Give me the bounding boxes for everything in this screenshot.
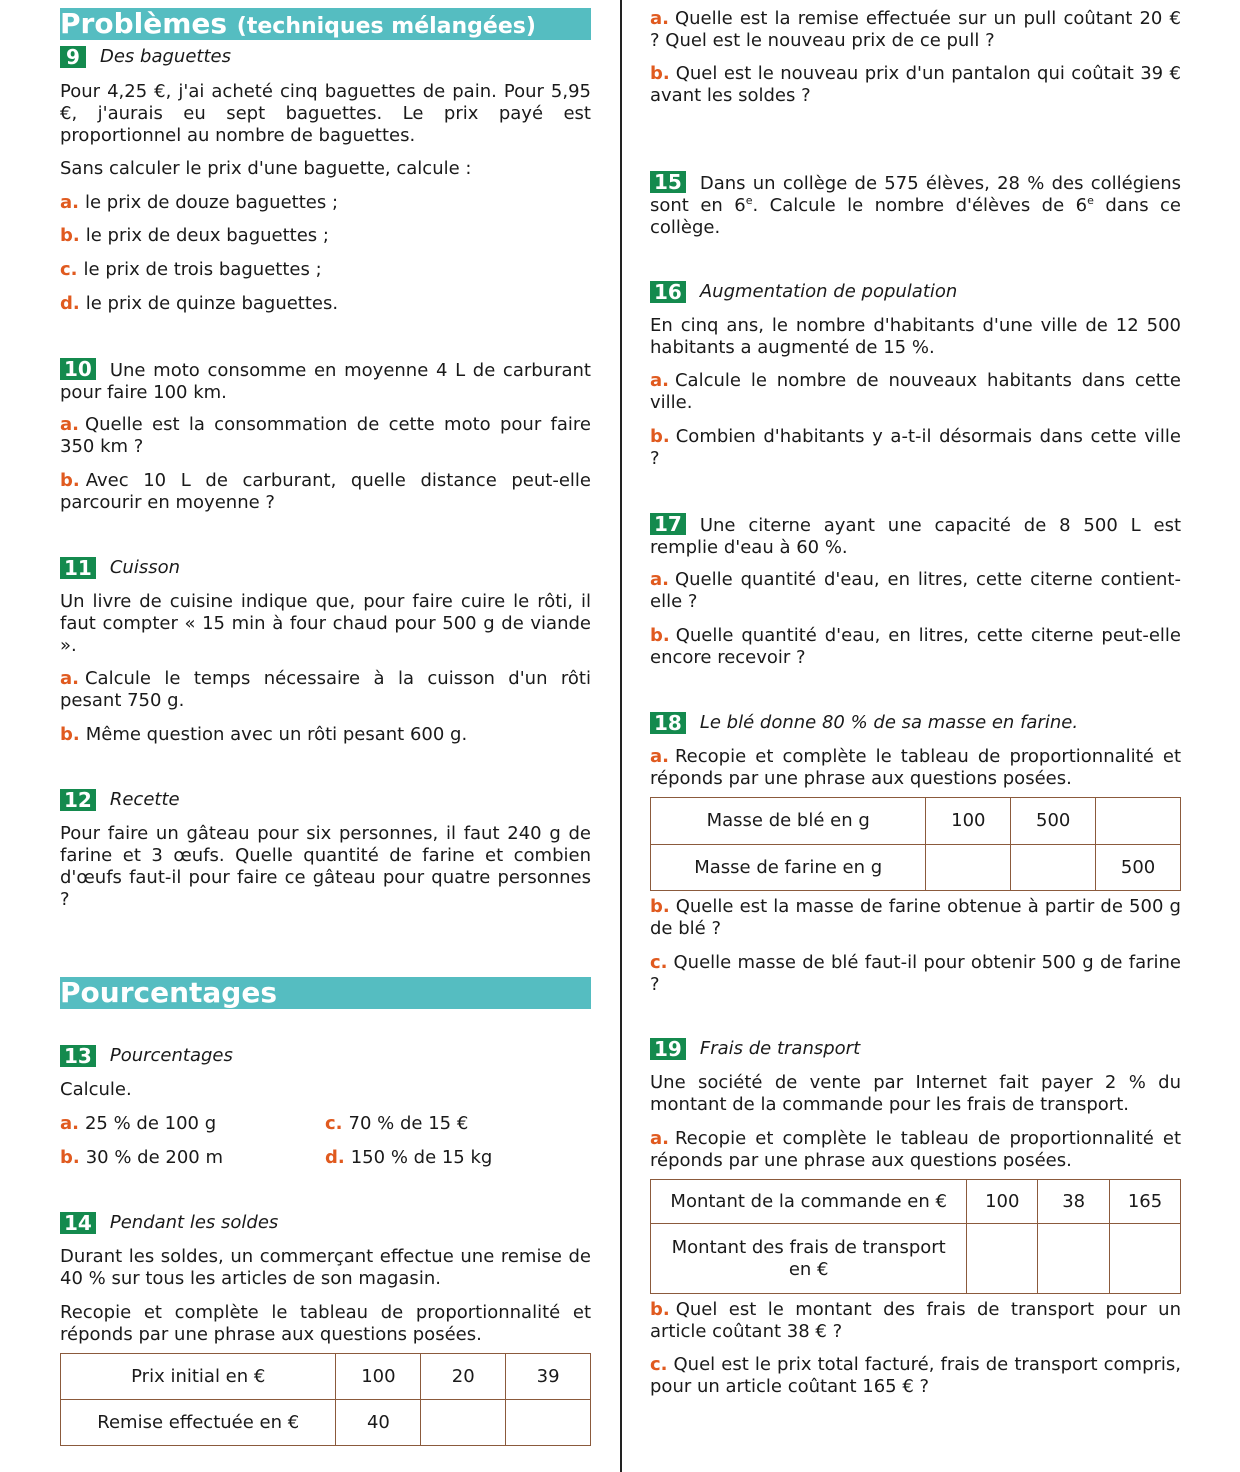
question-text: Quelle est la masse de farine obtenue à partir de 500 g de blé ? xyxy=(650,896,1181,939)
question-label: b. xyxy=(60,225,80,246)
exercise-14-header xyxy=(60,1212,591,1234)
table-cell xyxy=(967,1224,1038,1294)
question-text: Quel est le nouveau prix d'un pantalon qui coûtait 39 € avant les soldes ? xyxy=(650,63,1181,106)
question-text: Calcule le nombre de nouveaux habitants dans cette ville. xyxy=(650,370,1181,413)
proportion-table xyxy=(60,1353,591,1446)
question-label: a. xyxy=(60,414,79,435)
exercise-number: 10 xyxy=(60,358,96,380)
question-item xyxy=(650,1299,1181,1343)
question-item xyxy=(650,625,1181,669)
question-label: a. xyxy=(650,370,669,391)
question-item xyxy=(650,1354,1181,1398)
superscript: e xyxy=(745,194,753,207)
question-text: Recopie et complète le tableau de proportionnalité et réponds par une phrase aux questions posées. xyxy=(650,746,1181,789)
table-cell: 100 xyxy=(926,798,1011,845)
exercise-title: Pendant les soldes xyxy=(109,1212,279,1233)
question-text: Avec 10 L de carburant, quelle distance peut-elle parcourir en moyenne ? xyxy=(60,470,591,513)
table-cell: Montant des frais de transport en € xyxy=(651,1224,967,1294)
exercise-19-header xyxy=(650,1038,1181,1060)
question-item xyxy=(650,569,1181,613)
question-label: a. xyxy=(60,1113,79,1134)
exercise-title: Des baguettes xyxy=(100,46,231,67)
question-text: le prix de quinze baguettes. xyxy=(85,293,339,314)
question-item xyxy=(650,8,1181,52)
table-cell xyxy=(1011,845,1096,891)
exercise-number: 19 xyxy=(650,1038,686,1060)
question-item xyxy=(60,470,591,514)
question-item xyxy=(60,225,591,247)
question-label: a. xyxy=(650,8,669,29)
exercise-10-intro xyxy=(60,358,591,404)
table-cell xyxy=(421,1400,506,1446)
section-header-problemes xyxy=(60,8,591,40)
question-text: Recopie et complète le tableau de proportionnalité et réponds par une phrase aux questions posées. xyxy=(650,1128,1181,1171)
question-text: le prix de douze baguettes ; xyxy=(84,192,339,213)
exercise-19-intro: Une société de vente par Internet fait payer 2 % du montant de la commande pour les frais de transport. xyxy=(650,1072,1181,1115)
proportion-table xyxy=(650,797,1181,891)
question-label: b. xyxy=(650,63,670,84)
exercise-number: 15 xyxy=(650,171,686,193)
table-cell xyxy=(506,1400,591,1446)
exercise-text: dans ce collège. xyxy=(650,195,1182,238)
question-text: le prix de deux baguettes ; xyxy=(85,225,329,246)
exercise-9-intro: Pour 4,25 €, j'ai acheté cinq baguettes de pain. Pour 5,95 €, j'aurais eu sept baguettes. Le prix payé est proportionnel au nombre de baguettes. xyxy=(60,81,591,146)
exercise-text: Dans un collège de 575 élèves, 28 % des collégiens sont en 6 xyxy=(650,173,1181,216)
question-label: a. xyxy=(60,668,79,689)
question-item xyxy=(325,1113,590,1135)
section-subtitle: (techniques mélangées) xyxy=(236,14,536,39)
question-text: Quelle quantité d'eau, en litres, cette citerne peut-elle encore recevoir ? xyxy=(650,625,1181,668)
table-cell: 500 xyxy=(1011,798,1096,845)
exercise-title: Le blé donne 80 % de sa masse en farine. xyxy=(699,712,1079,733)
exercise-number: 11 xyxy=(60,557,96,579)
exercise-text: . Calcule le nombre d'élèves de 6 xyxy=(752,195,1088,216)
question-item xyxy=(60,192,591,214)
question-item xyxy=(60,1113,325,1135)
table-cell: 20 xyxy=(421,1354,506,1400)
question-item xyxy=(650,426,1181,470)
question-item xyxy=(60,259,591,281)
question-text: Calcule le temps nécessaire à la cuisson d'un rôti pesant 750 g. xyxy=(60,668,591,711)
table-cell xyxy=(926,845,1011,891)
question-text: Même question avec un rôti pesant 600 g. xyxy=(85,724,468,745)
question-label: c. xyxy=(325,1113,343,1134)
question-label: b. xyxy=(60,724,80,745)
exercise-number: 18 xyxy=(650,712,686,734)
exercise-14-intro: Durant les soldes, un commerçant effectue une remise de 40 % sur tous les articles de son magasin. xyxy=(60,1246,591,1289)
question-text: le prix de trois baguettes ; xyxy=(83,259,322,280)
question-text: Quelle masse de blé faut-il pour obtenir 500 g de farine ? xyxy=(650,952,1181,995)
question-label: b. xyxy=(650,1299,670,1320)
question-label: b. xyxy=(650,625,670,646)
table-row xyxy=(651,845,1181,891)
question-label: b. xyxy=(650,426,670,447)
table-cell: 40 xyxy=(336,1400,421,1446)
exercise-12-intro: Pour faire un gâteau pour six personnes, il faut 240 g de farine et 3 œufs. Quelle quantité de farine et combien d'œufs faut-il pour faire ce gâteau pour quatre personnes ? xyxy=(60,823,591,910)
exercise-number: 17 xyxy=(650,513,686,535)
exercise-number: 9 xyxy=(60,46,86,68)
exercise-title: Recette xyxy=(109,789,180,810)
exercise-title: Augmentation de population xyxy=(699,281,958,302)
table-cell xyxy=(1096,798,1181,845)
question-text: Quelle est la remise effectuée sur un pull coûtant 20 € ? Quel est le nouveau prix de ce pull ? xyxy=(650,8,1181,51)
exercise-number: 13 xyxy=(60,1045,96,1067)
exercise-16-header xyxy=(650,281,1181,303)
table-row xyxy=(61,1354,591,1400)
question-item xyxy=(650,63,1181,107)
table-cell: Masse de farine en g xyxy=(651,845,926,891)
question-item xyxy=(60,293,591,315)
exercise-11-intro: Un livre de cuisine indique que, pour faire cuire le rôti, il faut compter « 15 min à four chaud pour 500 g de viande ». xyxy=(60,591,591,656)
question-text: 30 % de 200 m xyxy=(85,1147,224,1168)
table-cell: Remise effectuée en € xyxy=(61,1400,336,1446)
table-cell: 100 xyxy=(967,1180,1038,1224)
exercise-number: 14 xyxy=(60,1212,96,1234)
table-cell xyxy=(1038,1224,1110,1294)
question-label: b. xyxy=(60,470,80,491)
question-text: Quelle est la consommation de cette moto pour faire 350 km ? xyxy=(60,414,591,457)
question-item xyxy=(650,952,1181,996)
question-text: Quelle quantité d'eau, en litres, cette citerne contient-elle ? xyxy=(650,569,1181,612)
exercise-18-header xyxy=(650,712,1181,734)
exercise-title: Pourcentages xyxy=(109,1045,233,1066)
column-divider xyxy=(620,0,622,1472)
question-label: a. xyxy=(60,192,79,213)
table-cell: 100 xyxy=(336,1354,421,1400)
exercise-11-header xyxy=(60,557,591,579)
exercise-12-header xyxy=(60,789,591,811)
question-row xyxy=(60,1113,591,1135)
exercise-9-header xyxy=(60,46,591,68)
exercise-number: 12 xyxy=(60,789,96,811)
question-label: b. xyxy=(650,896,670,917)
question-item xyxy=(60,724,591,746)
exercise-16-intro: En cinq ans, le nombre d'habitants d'une ville de 12 500 habitants a augmenté de 15 %. xyxy=(650,315,1181,358)
table-cell: 165 xyxy=(1110,1180,1181,1224)
question-text: 70 % de 15 € xyxy=(348,1113,469,1134)
exercise-13-header xyxy=(60,1045,591,1067)
exercise-title: Cuisson xyxy=(109,557,180,578)
question-label: a. xyxy=(650,746,669,767)
exercise-title: Frais de transport xyxy=(699,1038,861,1059)
question-label: c. xyxy=(60,259,78,280)
question-text: Quel est le montant des frais de transport pour un article coûtant 38 € ? xyxy=(650,1299,1181,1342)
table-cell: Prix initial en € xyxy=(61,1354,336,1400)
question-item xyxy=(650,370,1181,414)
exercise-13-instruction: Calcule. xyxy=(60,1079,132,1100)
question-item xyxy=(325,1147,590,1169)
question-text: Quel est le prix total facturé, frais de transport compris, pour un article coûtant 165 € ? xyxy=(650,1354,1181,1397)
table-cell: Masse de blé en g xyxy=(651,798,926,845)
question-label: a. xyxy=(650,1128,669,1149)
table-cell: 500 xyxy=(1096,845,1181,891)
section-title: Pourcentages xyxy=(60,976,277,1009)
exercise-text: Une moto consomme en moyenne 4 L de carburant pour faire 100 km. xyxy=(60,360,591,403)
question-text: 150 % de 15 kg xyxy=(350,1147,493,1168)
exercise-text: Une citerne ayant une capacité de 8 500 L est remplie d'eau à 60 %. xyxy=(650,515,1181,558)
table-cell: Montant de la commande en € xyxy=(651,1180,967,1224)
question-text: Combien d'habitants y a-t-il désormais dans cette ville ? xyxy=(650,426,1181,469)
table-cell: 38 xyxy=(1038,1180,1110,1224)
table-cell xyxy=(1110,1224,1181,1294)
question-row xyxy=(60,1147,591,1169)
section-title: Problèmes xyxy=(60,7,228,40)
question-item xyxy=(650,746,1181,790)
exercise-17-intro xyxy=(650,513,1181,559)
table-cell: 39 xyxy=(506,1354,591,1400)
section-header-pourcentages xyxy=(60,977,591,1009)
question-item xyxy=(60,668,591,712)
superscript: e xyxy=(1087,194,1094,207)
table-row xyxy=(651,1180,1181,1224)
question-label: c. xyxy=(650,1354,668,1375)
exercise-14-instruction: Recopie et complète le tableau de proportionnalité et réponds par une phrase aux questions posées. xyxy=(60,1302,591,1345)
question-label: b. xyxy=(60,1147,80,1168)
question-text: 25 % de 100 g xyxy=(84,1113,217,1134)
question-label: a. xyxy=(650,569,669,590)
table-row xyxy=(651,1224,1181,1294)
question-label: c. xyxy=(650,952,668,973)
exercise-9-instruction: Sans calculer le prix d'une baguette, calcule : xyxy=(60,158,472,179)
question-label: d. xyxy=(60,293,80,314)
question-item xyxy=(60,1147,325,1169)
table-row xyxy=(651,798,1181,845)
question-item xyxy=(60,414,591,458)
proportion-table xyxy=(650,1179,1181,1294)
exercise-15-text xyxy=(650,171,1181,239)
question-item xyxy=(650,1128,1181,1172)
question-label: d. xyxy=(325,1147,345,1168)
table-row xyxy=(61,1400,591,1446)
exercise-number: 16 xyxy=(650,281,686,303)
question-item xyxy=(650,896,1181,940)
